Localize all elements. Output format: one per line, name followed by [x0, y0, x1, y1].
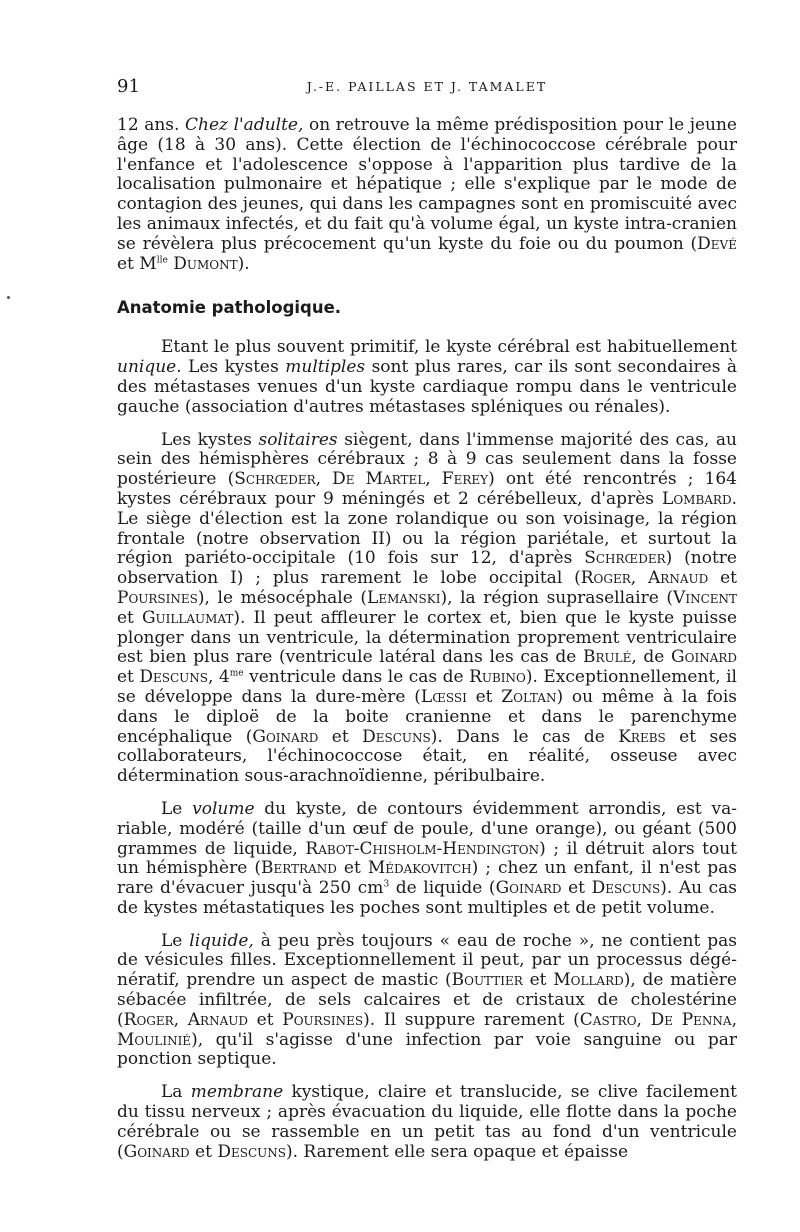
- section-title: Anatomie pathologique.: [117, 298, 342, 318]
- intro-paragraph: 12 ans. Chez l'adulte, on retrouve la même prédisposition pour le jeune âge (18 à 30 ans). Cette élection de l'échinococcose cérébrale pour l'enfance et l'adolescence s'oppose à l'apparition plus tardive de la localisation pulmonaire et hépatique ; elle s'explique par le mode de contagion des jeunes, qui dans les campagnes sont en promiscuité avec les animaux infectés, et du fait qu'à volume égal, un kyste intra-cranien se révèlera plus précocement qu'un kyste du foie ou du poumon (Devé et $M^{lle}$ Dumont).: [117, 115, 737, 274]
- page-header: [117, 76, 737, 98]
- paragraph-membrane: La membrane kystique, claire et translucide, se clive facilement du tissu nerveux ; après évacuation du liquide, elle flotte dans la poche cérébrale ou se rassemble en un petit tas au fond d'un ventricule (Goinard et Descuns). Rarement elle sera opaque et épaisse: [117, 1082, 738, 1162]
- paragraph-liquide: Le liquide, à peu près toujours « eau de roche », ne contient pas de vésicules filles. Exceptionnellement il peut, par un processus dégénératif, prendre un aspect de mastic (Bouttier et Mollard), de matière sébacée infiltrée, de sels calcaires et de cristaux de cholestérine (Roger, Arnaud et Poursines). Il suppure rarement (Castro, De Penna, Moulinié), qu'il s'agisse d'une infection par voie sanguine ou par ponction septique.: [117, 930, 737, 1070]
- page-number: 91: [117, 76, 140, 97]
- running-head: J.-E. PAILLAS ET J. TAMALET: [306, 79, 548, 94]
- paragraph-solitaires: Les kystes solitaires siègent, dans l'immense majorité des cas, au sein des hémisphères cérébraux ; 8 à 9 cas seulement dans la fosse postérieure (Schrœder, De Martel, Ferey) ont été rencontrés ; 164 kystes cérébraux pour 9 méningés et 2 cérébelleux, d'après Lombard. Le siège d'élection est la zone rolandique ou son voisinage, la région frontale (notre observation II) ou la région pariétale, et surtout la région pariéto-occipitale (10 fois sur 12, d'après Schrœder) (notre observation I) ; plus rarement le lobe occipital (Roger, Arnaud et Poursines), le mésocéphale (Lemanski), la région suprasellaire (Vincent et Guillaumat). Il peut affleurer le cortex et, bien que le kyste puisse plonger dans un ventricule, la détermination proprement ventriculaire est bien plus rare (ventricule latéral dans les cas de Brulé, de Goinard et Descuns, $4^{me}$ ventricule dans le cas de Rubino). Exceptionnellement, il se développe dans la dure-mère (Lœssi et Zoltan) ou même à la fois dans le diploë de la boite cranienne et dans le parenchyme encéphalique (Goinard et Descuns). Dans le cas de Krebs et ses collaborateurs, l'échinococcose était, en réalité, osseuse avec détermination sous-arachnoïdienne, péribulbaire.: [117, 429, 738, 787]
- paragraph-unique-multiple: Etant le plus souvent primitif, le kyste cérébral est habituellement unique. Les kystes multiples sont plus rares, car ils sont secondaires à des métastases venues d'un kyste cardiaque rompu dans le ventricule gauche (association d'autres métastases spléniques ou rénales).: [117, 337, 737, 417]
- body-text: [117, 116, 737, 1162]
- print-speck: [7, 296, 10, 299]
- paragraph-volume: Le volume du kyste, de contours évidemment arrondis, est variable, modéré (taille d'un œuf de poule, d'une orange), ou géant (500 grammes de liquide, Rabot-Chisholm-Hendington) ; il détruit alors tout un hémisphère (Bertrand et Médakovitch) ; chez un enfant, il n'est pas rare d'évacuer jusqu'à 250 $cm^3$ de liquide (Goinard et Descuns). Au cas de kystes métastatiques les poches sont multiples et de petit volume.: [117, 798, 738, 918]
